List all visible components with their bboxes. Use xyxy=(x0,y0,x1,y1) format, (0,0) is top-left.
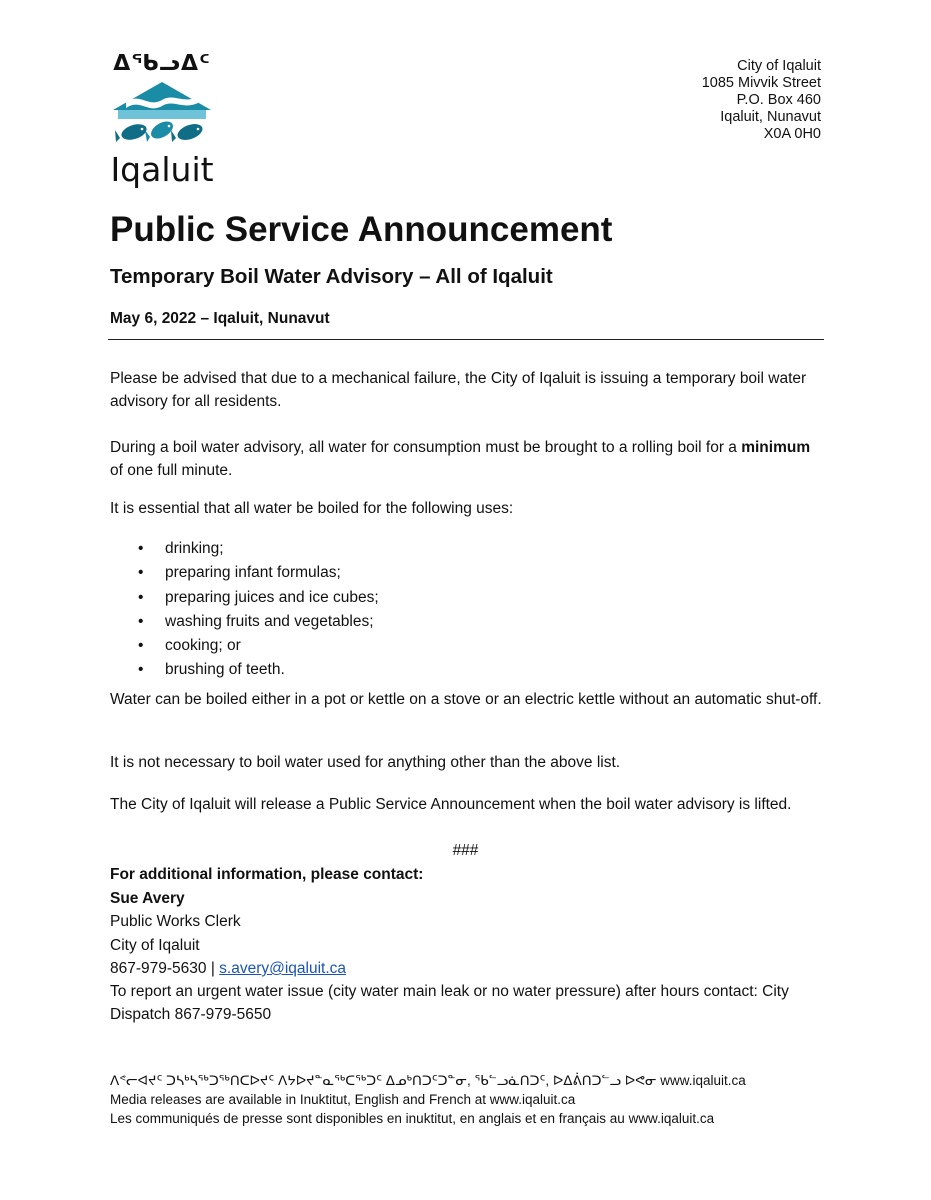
list-item-text: washing fruits and vegetables; xyxy=(165,612,374,630)
bullet-icon: • xyxy=(138,637,144,655)
contact-heading: For additional information, please contact: xyxy=(110,866,424,883)
footer-inuktitut: ᐱᕝᓕᐊᔪᑦ ᑐᓴᒃᓴᖅᑐᖅᑎᑕᐅᔪᑦ ᐱᔭᐅᔪᓐᓇᖅᑕᖅᑐᑦ ᐃᓄᒃᑎᑐᑦᑐᓐᓂ, ᖃᓪᓗᓈᑎᑐᑦ, ᐅᐃᕖᑎᑐᓪᓗ ᐅᕙᓂ www.iqaluit.ca xyxy=(110,1073,746,1088)
contact-email-link[interactable]: s.avery@iqaluit.ca xyxy=(219,960,347,977)
paragraph-boil-method: Water can be boiled either in a pot or kettle on a stove or an electric kettle without an automatic shut-off. xyxy=(110,691,822,708)
contact-phone: 867-979-5630 xyxy=(110,960,207,977)
logo-fish-emblem-icon xyxy=(112,80,212,150)
paragraph-not-necessary: It is not necessary to boil water used for anything other than the above list. xyxy=(110,754,621,771)
header-divider xyxy=(108,339,824,340)
list-item-text: drinking; xyxy=(165,540,224,557)
city-logo xyxy=(108,50,216,188)
address-line: Iqaluit, Nunavut xyxy=(720,109,821,125)
paragraph-release: The City of Iqaluit will release a Public Service Announcement when the boil water advisory is lifted. xyxy=(110,796,792,813)
paragraph-intro: Please be advised that due to a mechanical failure, the City of Iqaluit is issuing a temporary boil water advisory for all residents. xyxy=(110,370,807,410)
list-item xyxy=(110,537,379,561)
footer-english: Media releases are available in Inuktitut, English and French at www.iqaluit.ca xyxy=(110,1092,576,1107)
list-item-text: preparing juices and ice cubes; xyxy=(165,588,379,606)
paragraph-boil-minimum xyxy=(110,436,822,482)
contact-divider: | xyxy=(206,960,220,977)
urgent-contact-line-2: Dispatch 867-979-5650 xyxy=(110,1006,272,1023)
urgent-contact-line-1: To report an urgent water issue (city water main leak or no water pressure) after hours contact: City xyxy=(110,983,789,1000)
bullet-icon: • xyxy=(138,540,144,557)
page-title: Public Service Announcement xyxy=(110,210,613,249)
contact-phone-email xyxy=(110,960,346,978)
page-subtitle: Temporary Boil Water Advisory – All of Iqaluit xyxy=(110,265,553,288)
dateline: May 6, 2022 – Iqaluit, Nunavut xyxy=(110,310,330,327)
list-item xyxy=(110,586,379,610)
paragraph-uses-intro: It is essential that all water be boiled for the following uses: xyxy=(110,500,514,517)
list-item-text: cooking; or xyxy=(165,637,241,655)
address-line: X0A 0H0 xyxy=(763,126,821,142)
address-line: P.O. Box 460 xyxy=(736,92,821,108)
address-line: 1085 Mivvik Street xyxy=(701,75,821,91)
logo-syllabics: ᐃᖃᓗᐃᑦ xyxy=(113,50,211,75)
footer-french: Les communiqués de presse sont disponibles en inuktitut, en anglais et en français au www.iqaluit.ca xyxy=(110,1111,715,1126)
emphasis-minimum: minimum xyxy=(741,439,811,456)
list-item xyxy=(110,658,379,682)
bullet-icon: • xyxy=(138,588,144,606)
contact-role: Public Works Clerk xyxy=(110,913,241,930)
address-line: City of Iqaluit xyxy=(737,58,821,74)
list-item-text: brushing of teeth. xyxy=(165,661,285,679)
paragraph-text: of one full minute. xyxy=(110,462,233,479)
contact-org: City of Iqaluit xyxy=(110,937,200,954)
list-item xyxy=(110,610,379,634)
bullet-icon: • xyxy=(138,661,144,679)
list-item-text: preparing infant formulas; xyxy=(165,564,341,582)
section-separator: ### xyxy=(452,842,479,859)
list-item xyxy=(110,634,379,658)
logo-wordmark: Iqaluit xyxy=(110,150,214,189)
bullet-icon: • xyxy=(138,612,144,630)
bullet-icon: • xyxy=(138,564,144,582)
paragraph-text: During a boil water advisory, all water for consumption must be brought to a rolling boil for a xyxy=(110,439,742,456)
uses-list xyxy=(110,537,379,683)
list-item xyxy=(110,561,379,585)
city-address xyxy=(702,58,821,143)
contact-name: Sue Avery xyxy=(110,890,185,907)
